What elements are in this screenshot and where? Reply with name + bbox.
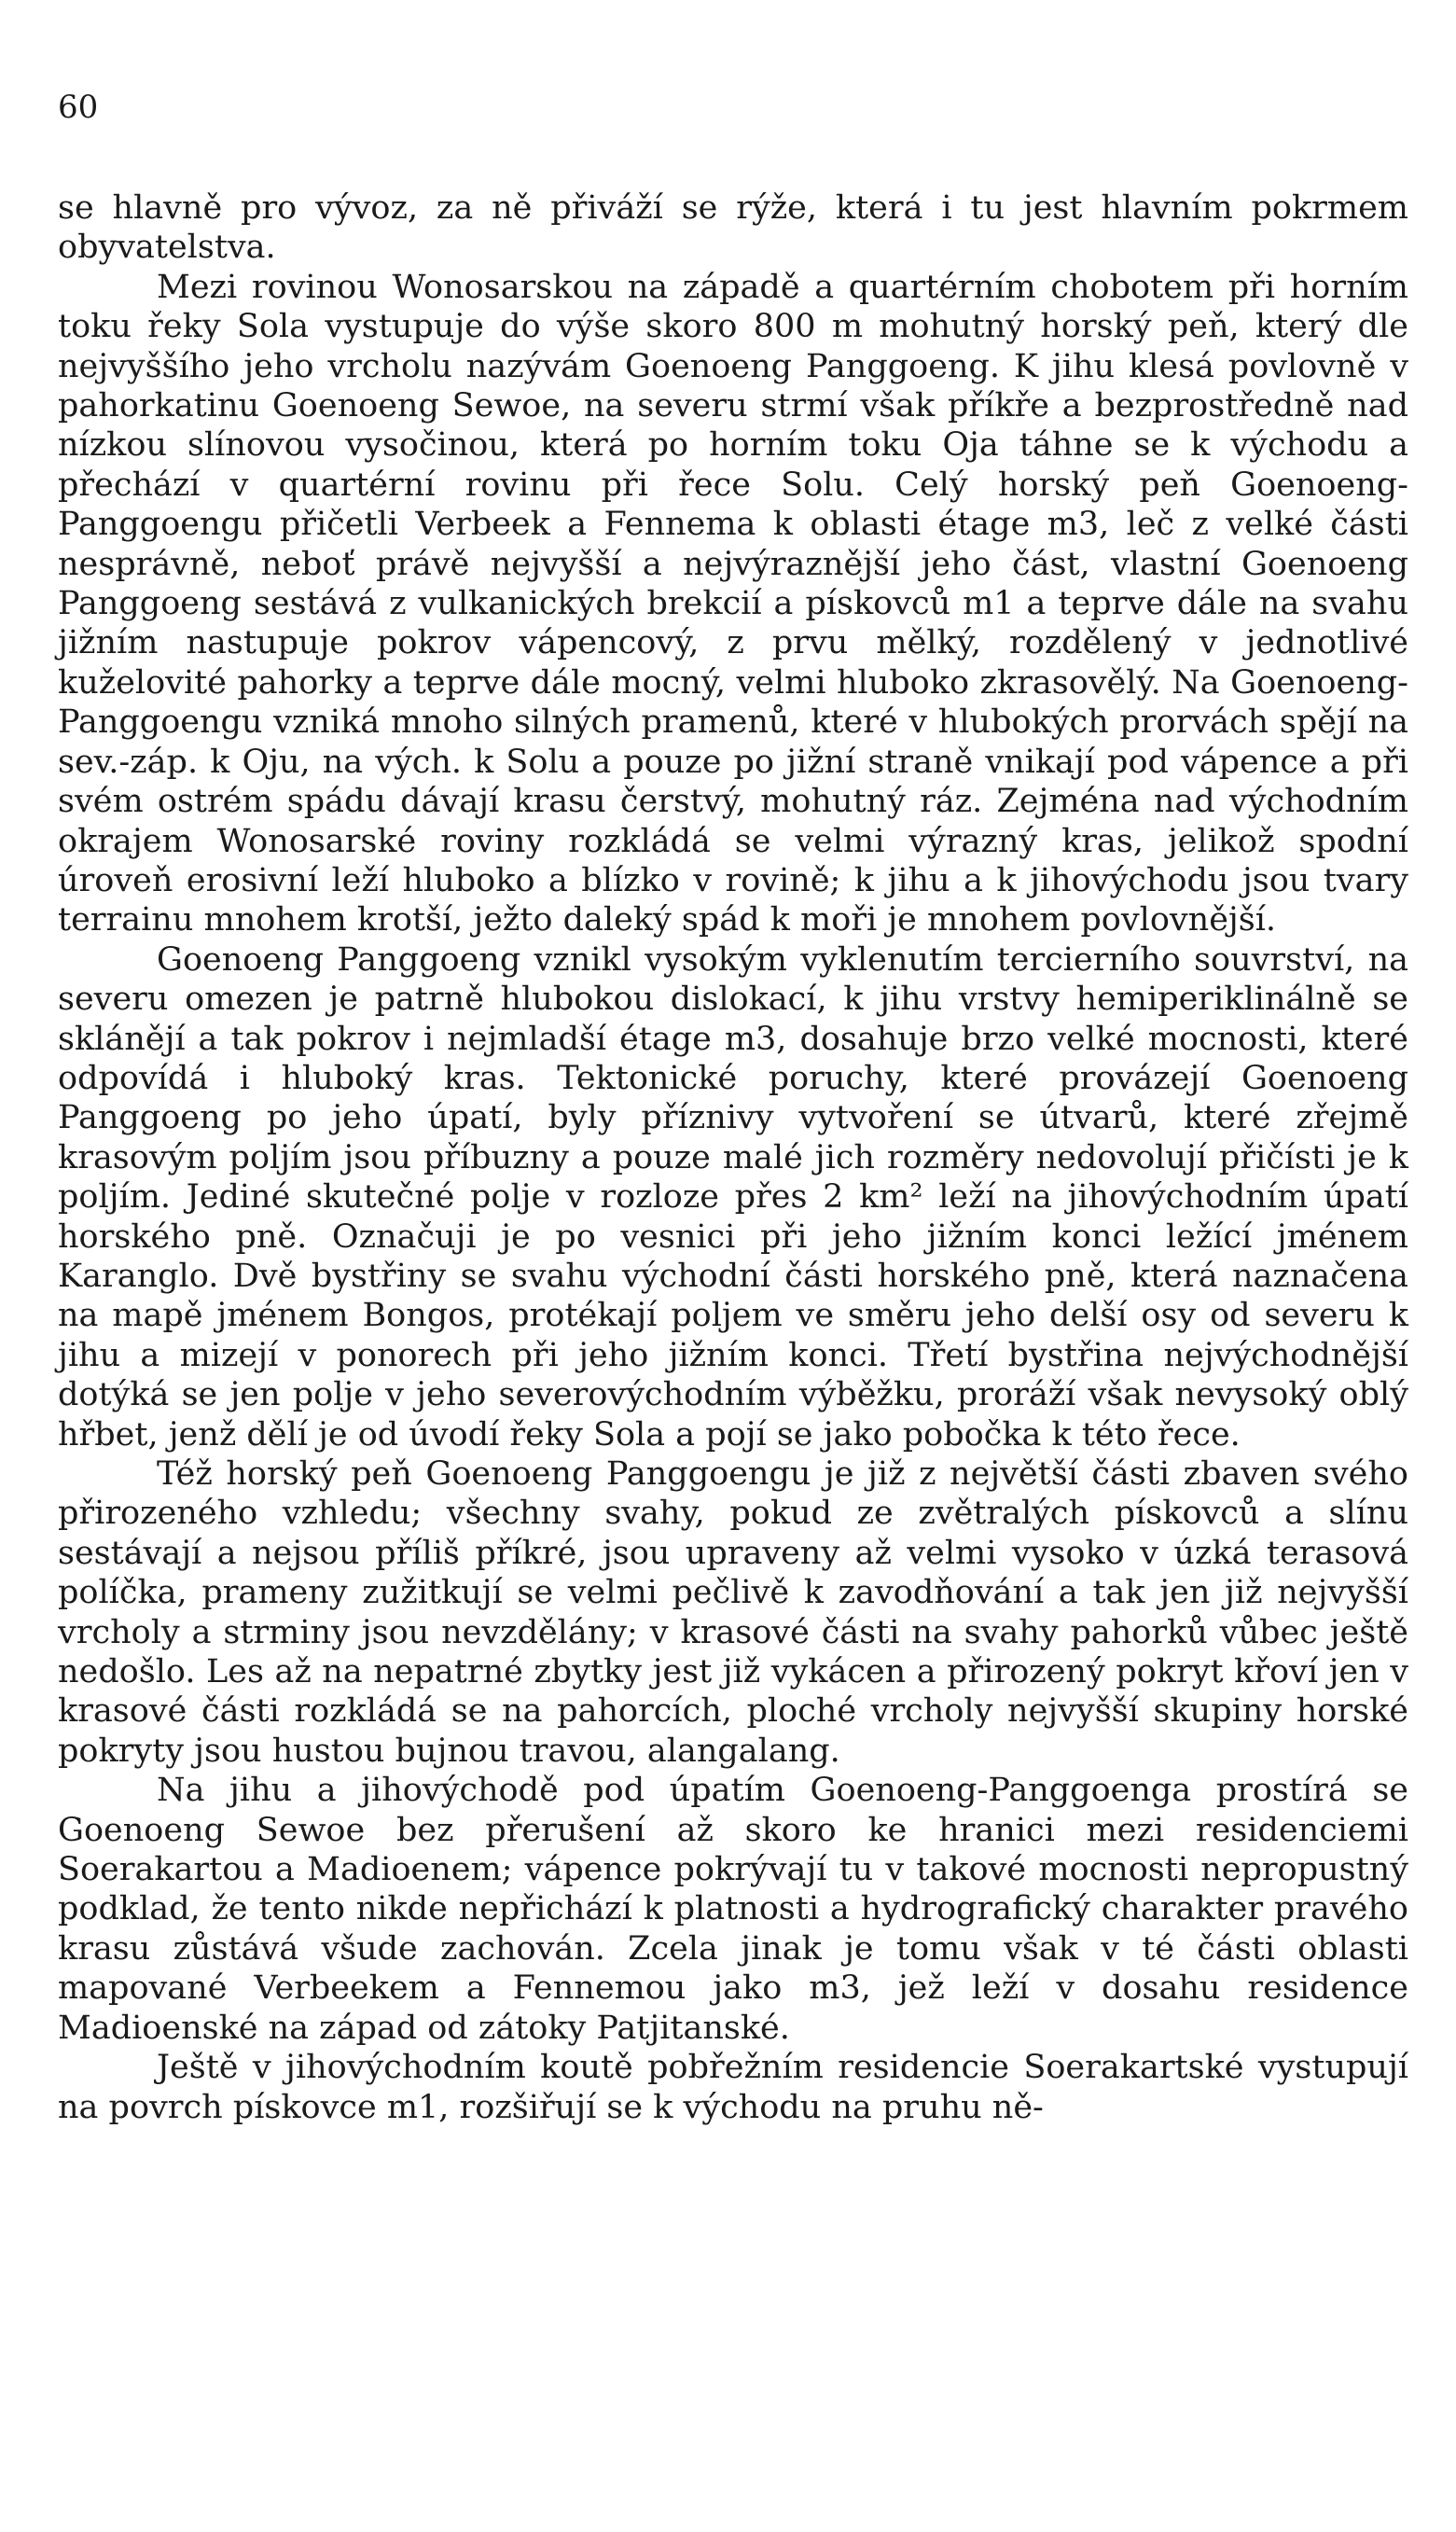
paragraph: Mezi rovinou Wonosarskou na západě a quartérním chobotem při horním toku řeky Sola vystupuje do výše skoro 800 m mohutný horský peň, který dle nejvyššího jeho vrcholu nazývám Goenoeng Panggoeng. K jihu klesá povlovně v pahorkatinu Goenoeng Sewoe, na severu strmí však příkře a bezprostředně nad nízkou slínovou vysočinou, která po horním toku Oja táhne se k východu a přechází v quartérní rovinu při řece Solu. Celý horský peň Goenoeng-Panggoengu přičetli Verbeek a Fennema k oblasti étage m3, leč z velké části nesprávně, neboť právě nejvyšší a nejvýraznější jeho část, vlastní Goenoeng Panggoeng sestává z vulkanických brekcií a pískovců m1 a teprve dále na svahu jižním nastupuje pokrov vápencový, z prvu mělký, rozdělený v jednotlivé kuželovité pahorky a teprve dále mocný, velmi hluboko zkrasovělý. Na Goenoeng-Panggoengu vzniká mnoho silných pramenů, které v hlubokých prorvách spějí na sev.-záp. k Oju, na vých. k Solu a pouze po jižní straně vnikají pod vápence a při svém ostrém spádu dávají krasu čerstvý, mohutný ráz. Zejména nad východním okrajem Wonosarské roviny rozkládá se velmi výrazný kras, jelikož spodní úroveň erosivní leží hluboko a blízko v rovině; k jihu a k jihovýchodu jsou tvary terrainu mnohem krotší, ježto daleký spád k moři je mnohem povlovnější. xyxy=(58,268,1408,939)
paragraph: Goenoeng Panggoeng vznikl vysokým vyklenutím tercierního souvrství, na severu omezen je patrně hlubokou dislokací, k jihu vrstvy hemiperiklinálně se sklánějí a tak pokrov i nejmladší étage m3, dosahuje brzo velké mocnosti, které odpovídá i hluboký kras. Tektonické poruchy, které provázejí Goenoeng Panggoeng po jeho úpatí, byly příznivy vytvoření se útvarů, které zřejmě krasovým poljím jsou příbuzny a pouze malé jich rozměry nedovolují přičísti je k poljím. Jediné skutečné polje v rozloze přes 2 km² leží na jihovýchodním úpatí horského pně. Označuji je po vesnici při jeho jižním konci ležící jménem Karanglo. Dvě bystřiny se svahu východní části horského pně, která naznačena na mapě jménem Bongos, protékají poljem ve směru jeho delší osy od severu k jihu a mizejí v ponorech při jeho jižním konci. Třetí bystřina nejvýchodnější dotýká se jen polje v jeho severovýchodním výběžku, proráží však nevysoký oblý hřbet, jenž dělí je od úvodí řeky Sola a pojí se jako pobočka k této řece. xyxy=(58,940,1408,1454)
paragraph: Ještě v jihovýchodním koutě pobřežním residencie Soerakartské vystupují na povrch pískovce m1, rozšiřují se k východu na pruhu ně- xyxy=(58,2049,1408,2126)
paragraph: se hlavně pro vývoz, za ně přiváží se rýže, která i tu jest hlavním pokrmem obyvatelstva. xyxy=(58,189,1408,267)
page-number: 60 xyxy=(58,89,99,126)
body-text xyxy=(58,188,1408,2127)
paragraph: Na jihu a jihovýchodě pod úpatím Goenoeng-Panggoenga prostírá se Goenoeng Sewoe bez přerušení až skoro ke hranici mezi residenciemi Soerakartou a Madioenem; vápence pokrývají tu v takové mocnosti nepropustný podklad, že tento nikde nepřichází k platnosti a hydrografický charakter pravého krasu zůstává všude zachován. Zcela jinak je tomu však v té části oblasti mapované Verbeekem a Fennemou jako m3, jež leží v dosahu residence Madioenské na západ od zátoky Patjitanské. xyxy=(58,1772,1408,2047)
paragraph: Též horský peň Goenoeng Panggoengu je již z největší části zbaven svého přirozeného vzhledu; všechny svahy, pokud ze zvětralých pískovců a slínu sestávají a nejsou příliš příkré, jsou upraveny až velmi vysoko v úzká terasová políčka, prameny zužitkují se velmi pečlivě k zavodňování a tak jen již nejvyšší vrcholy a strminy jsou nevzdělány; v krasové části na svahy pahorků vůbec ještě nedošlo. Les až na nepatrné zbytky jest již vykácen a přirozený pokryt křoví jen v krasové části rozkládá se na pahorcích, ploché vrcholy nejvyšší skupiny horské pokryty jsou hustou bujnou travou, alangalang. xyxy=(58,1455,1408,1770)
